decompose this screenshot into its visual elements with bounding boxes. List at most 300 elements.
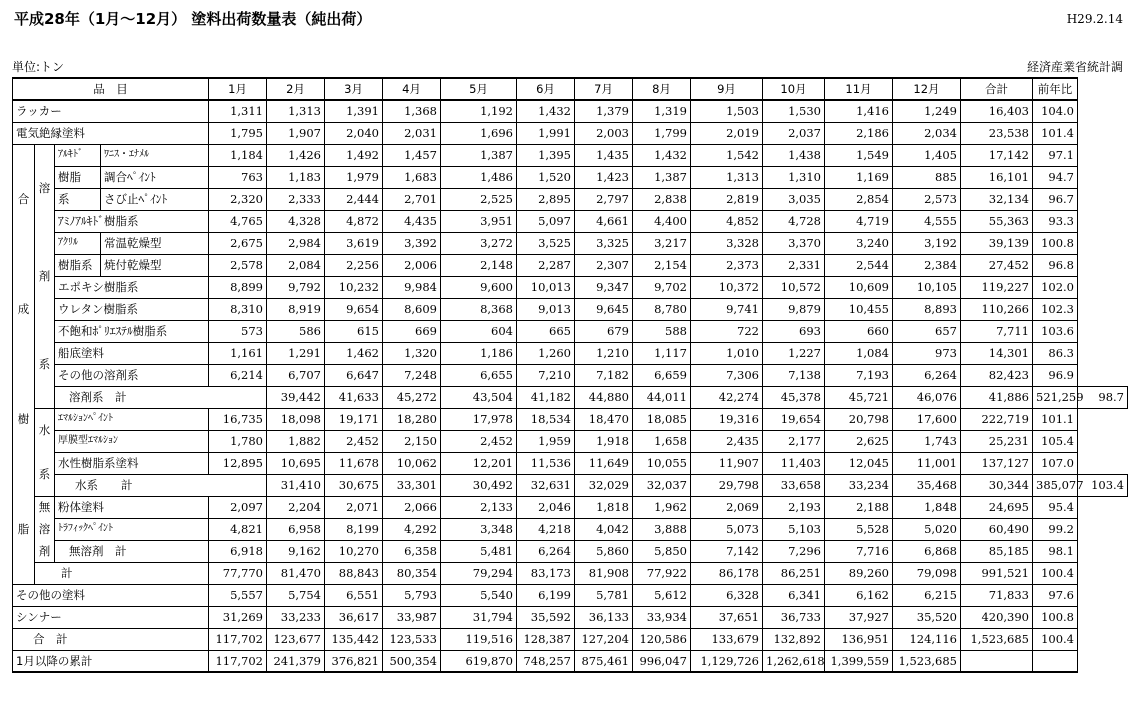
- month-value: 7,210: [517, 364, 575, 386]
- row-label: 樹脂系: [55, 254, 101, 276]
- month-value: 2,133: [441, 496, 517, 518]
- month-value: 2,287: [517, 254, 575, 276]
- month-value: 117,702: [209, 650, 267, 672]
- table-row: [13, 540, 1128, 562]
- month-value: 18,470: [575, 408, 633, 430]
- month-value: 722: [691, 320, 763, 342]
- month-value: 10,232: [325, 276, 383, 298]
- month-value: 6,655: [441, 364, 517, 386]
- month-value: 5,557: [209, 584, 267, 606]
- month-value: 5,850: [633, 540, 691, 562]
- month-value: 77,770: [209, 562, 267, 584]
- month-value: 17,600: [893, 408, 961, 430]
- table-row: [13, 496, 1128, 518]
- month-value: 8,199: [325, 518, 383, 540]
- yoy-value: 102.3: [1033, 298, 1078, 320]
- header-month: 10月: [763, 78, 825, 100]
- table-row: [13, 606, 1128, 628]
- month-value: 9,702: [633, 276, 691, 298]
- month-value: 763: [209, 166, 267, 188]
- yoy-value: 102.0: [1033, 276, 1078, 298]
- month-value: 3,035: [763, 188, 825, 210]
- month-value: 2,797: [575, 188, 633, 210]
- month-value: 669: [383, 320, 441, 342]
- month-value: 136,951: [825, 628, 893, 650]
- yoy-value: 99.2: [1033, 518, 1078, 540]
- total-value: 1,523,685: [961, 628, 1033, 650]
- month-value: 1,391: [325, 100, 383, 122]
- yoy-value: 100.4: [1033, 628, 1078, 650]
- month-value: 120,586: [633, 628, 691, 650]
- month-value: 6,214: [209, 364, 267, 386]
- month-value: 10,609: [825, 276, 893, 298]
- table-row: [13, 408, 1128, 430]
- month-value: 588: [633, 320, 691, 342]
- month-value: 3,272: [441, 232, 517, 254]
- month-value: 973: [893, 342, 961, 364]
- month-value: 33,658: [763, 474, 825, 496]
- month-value: 6,215: [893, 584, 961, 606]
- month-value: 3,192: [893, 232, 961, 254]
- month-value: 4,218: [517, 518, 575, 540]
- month-value: 39,442: [267, 386, 325, 408]
- month-value: 1,423: [575, 166, 633, 188]
- month-value: 9,600: [441, 276, 517, 298]
- month-value: 1,523,685: [893, 650, 961, 672]
- month-value: 5,528: [825, 518, 893, 540]
- month-value: 83,173: [517, 562, 575, 584]
- month-value: 17,978: [441, 408, 517, 430]
- month-value: 1,907: [267, 122, 325, 144]
- month-value: 6,918: [209, 540, 267, 562]
- month-value: 11,907: [691, 452, 763, 474]
- month-value: 9,645: [575, 298, 633, 320]
- month-value: 1,183: [267, 166, 325, 188]
- month-value: 5,860: [575, 540, 633, 562]
- month-value: 8,919: [267, 298, 325, 320]
- month-value: 7,138: [763, 364, 825, 386]
- row-label: 溶剤系 計: [55, 386, 267, 408]
- header-month: 9月: [691, 78, 763, 100]
- table-row: [13, 276, 1128, 298]
- month-value: 1,520: [517, 166, 575, 188]
- month-value: 18,534: [517, 408, 575, 430]
- month-value: 10,062: [383, 452, 441, 474]
- total-value: 521,259: [1033, 386, 1078, 408]
- month-value: 996,047: [633, 650, 691, 672]
- month-value: 1,210: [575, 342, 633, 364]
- month-value: 2,984: [267, 232, 325, 254]
- month-value: 1,780: [209, 430, 267, 452]
- header-month: 5月: [441, 78, 517, 100]
- month-value: 10,572: [763, 276, 825, 298]
- month-value: 45,272: [383, 386, 441, 408]
- month-value: 11,678: [325, 452, 383, 474]
- month-value: 1,486: [441, 166, 517, 188]
- month-value: 2,188: [825, 496, 893, 518]
- total-value: 119,227: [961, 276, 1033, 298]
- month-value: 18,085: [633, 408, 691, 430]
- month-value: 10,455: [825, 298, 893, 320]
- month-value: 6,341: [763, 584, 825, 606]
- total-value: 82,423: [961, 364, 1033, 386]
- month-value: 128,387: [517, 628, 575, 650]
- month-value: 2,066: [383, 496, 441, 518]
- month-value: 660: [825, 320, 893, 342]
- month-value: 6,551: [325, 584, 383, 606]
- month-value: 1,320: [383, 342, 441, 364]
- month-value: 18,098: [267, 408, 325, 430]
- header-month: 2月: [267, 78, 325, 100]
- month-value: 6,264: [893, 364, 961, 386]
- row-label: ﾜﾆｽ・ｴﾅﾒﾙ: [101, 144, 209, 166]
- month-value: 46,076: [893, 386, 961, 408]
- month-value: 2,177: [763, 430, 825, 452]
- yoy-value: 97.1: [1033, 144, 1078, 166]
- total-value: [961, 650, 1033, 672]
- month-value: 1,962: [633, 496, 691, 518]
- month-value: 1,696: [441, 122, 517, 144]
- month-value: 1,416: [825, 100, 893, 122]
- month-value: 3,217: [633, 232, 691, 254]
- month-value: 376,821: [325, 650, 383, 672]
- month-value: 1,186: [441, 342, 517, 364]
- yoy-value: 100.8: [1033, 606, 1078, 628]
- month-value: 615: [325, 320, 383, 342]
- month-value: 1,426: [267, 144, 325, 166]
- month-value: 2,154: [633, 254, 691, 276]
- month-value: 1,542: [691, 144, 763, 166]
- row-label: ｱﾙｷﾄﾞ: [55, 144, 101, 166]
- month-value: 7,716: [825, 540, 893, 562]
- month-value: 619,870: [441, 650, 517, 672]
- month-value: 1,405: [893, 144, 961, 166]
- row-label: 粉体塗料: [55, 496, 209, 518]
- month-value: 5,781: [575, 584, 633, 606]
- month-value: 10,013: [517, 276, 575, 298]
- total-value: 14,301: [961, 342, 1033, 364]
- table-row: [13, 254, 1128, 276]
- month-value: 11,649: [575, 452, 633, 474]
- total-value: 385,077: [1033, 474, 1078, 496]
- month-value: 9,654: [325, 298, 383, 320]
- month-value: 4,555: [893, 210, 961, 232]
- month-value: 2,373: [691, 254, 763, 276]
- month-value: 1,530: [763, 100, 825, 122]
- month-value: 2,019: [691, 122, 763, 144]
- month-value: 2,307: [575, 254, 633, 276]
- month-value: 1,161: [209, 342, 267, 364]
- month-value: 2,895: [517, 188, 575, 210]
- month-value: 30,344: [961, 474, 1033, 496]
- month-value: 44,011: [633, 386, 691, 408]
- month-value: 86,251: [763, 562, 825, 584]
- row-label: ｱﾐﾉｱﾙｷﾄﾞ樹脂系: [55, 210, 209, 232]
- total-value: 222,719: [961, 408, 1033, 430]
- month-value: 86,178: [691, 562, 763, 584]
- month-value: 9,347: [575, 276, 633, 298]
- month-value: 1,503: [691, 100, 763, 122]
- month-value: 19,171: [325, 408, 383, 430]
- month-value: 3,525: [517, 232, 575, 254]
- month-value: 123,677: [267, 628, 325, 650]
- total-value: 85,185: [961, 540, 1033, 562]
- month-value: 7,142: [691, 540, 763, 562]
- row-label: 水系 計: [55, 474, 267, 496]
- month-value: 4,292: [383, 518, 441, 540]
- month-value: 1,918: [575, 430, 633, 452]
- month-value: 1,387: [633, 166, 691, 188]
- row-label: ウレタン樹脂系: [55, 298, 209, 320]
- row-label: 船底塗料: [55, 342, 209, 364]
- table-row: [13, 386, 1128, 408]
- total-value: 32,134: [961, 188, 1033, 210]
- row-label: ｴﾏﾙｼｮﾝﾍﾟｲﾝﾄ: [55, 408, 209, 430]
- yoy-value: 104.0: [1033, 100, 1078, 122]
- total-value: 55,363: [961, 210, 1033, 232]
- issue-date: H29.2.14: [1066, 12, 1123, 26]
- month-value: 32,037: [633, 474, 691, 496]
- month-value: 1,795: [209, 122, 267, 144]
- month-value: 33,987: [383, 606, 441, 628]
- month-value: 124,116: [893, 628, 961, 650]
- month-value: 36,617: [325, 606, 383, 628]
- month-value: 37,927: [825, 606, 893, 628]
- month-value: 9,013: [517, 298, 575, 320]
- row-label: 系: [55, 188, 101, 210]
- month-value: 4,872: [325, 210, 383, 232]
- table-row: [13, 320, 1128, 342]
- month-value: 1,991: [517, 122, 575, 144]
- month-value: 5,754: [267, 584, 325, 606]
- month-value: 4,435: [383, 210, 441, 232]
- month-value: 241,379: [267, 650, 325, 672]
- month-value: 8,368: [441, 298, 517, 320]
- month-value: 2,097: [209, 496, 267, 518]
- total-value: 25,231: [961, 430, 1033, 452]
- yoy-value: 105.4: [1033, 430, 1078, 452]
- row-label: その他の溶剤系: [55, 364, 209, 386]
- header-month: 12月: [893, 78, 961, 100]
- yoy-value: 94.7: [1033, 166, 1078, 188]
- row-label: さび止ﾍﾟｲﾝﾄ: [101, 188, 209, 210]
- month-value: 43,504: [441, 386, 517, 408]
- month-value: 1,435: [575, 144, 633, 166]
- month-value: 2,071: [325, 496, 383, 518]
- month-value: 4,728: [763, 210, 825, 232]
- month-value: 5,481: [441, 540, 517, 562]
- month-value: 45,721: [825, 386, 893, 408]
- month-value: 604: [441, 320, 517, 342]
- month-value: 35,468: [893, 474, 961, 496]
- month-value: 5,540: [441, 584, 517, 606]
- month-value: 2,854: [825, 188, 893, 210]
- month-value: 6,358: [383, 540, 441, 562]
- month-value: 2,037: [763, 122, 825, 144]
- month-value: 30,492: [441, 474, 517, 496]
- month-value: 2,573: [893, 188, 961, 210]
- month-value: 1,743: [893, 430, 961, 452]
- group-suikei: 水 系: [35, 408, 55, 496]
- month-value: 79,294: [441, 562, 517, 584]
- month-value: 1,395: [517, 144, 575, 166]
- month-value: 3,240: [825, 232, 893, 254]
- month-value: 41,182: [517, 386, 575, 408]
- month-value: 77,922: [633, 562, 691, 584]
- month-value: 2,333: [267, 188, 325, 210]
- row-label: エポキシ樹脂系: [55, 276, 209, 298]
- month-value: 11,536: [517, 452, 575, 474]
- total-value: 27,452: [961, 254, 1033, 276]
- yoy-value: 107.0: [1033, 452, 1078, 474]
- month-value: 9,792: [267, 276, 325, 298]
- table-header: [13, 78, 1128, 100]
- row-label: 計: [35, 562, 209, 584]
- total-value: 71,833: [961, 584, 1033, 606]
- month-value: 1,387: [441, 144, 517, 166]
- month-value: 1,313: [691, 166, 763, 188]
- month-value: 1,549: [825, 144, 893, 166]
- month-value: 10,105: [893, 276, 961, 298]
- month-value: 6,162: [825, 584, 893, 606]
- month-value: 2,331: [763, 254, 825, 276]
- month-value: 119,516: [441, 628, 517, 650]
- table-row: [13, 210, 1128, 232]
- month-value: 693: [763, 320, 825, 342]
- month-value: 1,882: [267, 430, 325, 452]
- month-value: 1,117: [633, 342, 691, 364]
- month-value: 9,984: [383, 276, 441, 298]
- total-value: 137,127: [961, 452, 1033, 474]
- month-value: 1,184: [209, 144, 267, 166]
- month-value: 1,399,559: [825, 650, 893, 672]
- month-value: 4,328: [267, 210, 325, 232]
- month-value: 2,544: [825, 254, 893, 276]
- month-value: 1,379: [575, 100, 633, 122]
- total-value: 24,695: [961, 496, 1033, 518]
- month-value: 6,868: [893, 540, 961, 562]
- month-value: 665: [517, 320, 575, 342]
- month-value: 117,702: [209, 628, 267, 650]
- month-value: 32,029: [575, 474, 633, 496]
- month-value: 2,256: [325, 254, 383, 276]
- month-value: 2,040: [325, 122, 383, 144]
- month-value: 4,400: [633, 210, 691, 232]
- month-value: 6,199: [517, 584, 575, 606]
- header-month: 4月: [383, 78, 441, 100]
- month-value: 79,098: [893, 562, 961, 584]
- month-value: 5,612: [633, 584, 691, 606]
- group-gosei: 合 成 樹 脂: [13, 144, 35, 584]
- month-value: 573: [209, 320, 267, 342]
- row-label: 樹脂: [55, 166, 101, 188]
- month-value: 81,470: [267, 562, 325, 584]
- total-value: 23,538: [961, 122, 1033, 144]
- header-yoy: 前年比: [1033, 78, 1078, 100]
- row-label: 調合ﾍﾟｲﾝﾄ: [101, 166, 209, 188]
- month-value: 33,234: [825, 474, 893, 496]
- month-value: 12,201: [441, 452, 517, 474]
- row-label: 常温乾燥型: [101, 232, 209, 254]
- yoy-value: [1033, 650, 1078, 672]
- month-value: 9,162: [267, 540, 325, 562]
- total-value: 7,711: [961, 320, 1033, 342]
- month-value: 1,959: [517, 430, 575, 452]
- row-label: ﾄﾗﾌｨｯｸﾍﾟｲﾝﾄ: [55, 518, 209, 540]
- month-value: 1,683: [383, 166, 441, 188]
- month-value: 10,372: [691, 276, 763, 298]
- table-row: [13, 232, 1128, 254]
- table-row: [13, 144, 1128, 166]
- month-value: 2,675: [209, 232, 267, 254]
- month-value: 1,313: [267, 100, 325, 122]
- month-value: 8,893: [893, 298, 961, 320]
- month-value: 2,193: [763, 496, 825, 518]
- month-value: 35,592: [517, 606, 575, 628]
- month-value: 41,886: [961, 386, 1033, 408]
- month-value: 3,325: [575, 232, 633, 254]
- row-label: 厚膜型ｴﾏﾙｼｮﾝ: [55, 430, 209, 452]
- month-value: 33,233: [267, 606, 325, 628]
- month-value: 2,819: [691, 188, 763, 210]
- row-label: 合 計: [13, 628, 209, 650]
- yoy-value: 100.8: [1033, 232, 1078, 254]
- month-value: 12,045: [825, 452, 893, 474]
- month-value: 4,852: [691, 210, 763, 232]
- month-value: 2,838: [633, 188, 691, 210]
- month-value: 2,452: [441, 430, 517, 452]
- month-value: 2,320: [209, 188, 267, 210]
- total-value: 16,101: [961, 166, 1033, 188]
- month-value: 20,798: [825, 408, 893, 430]
- yoy-value: 101.4: [1033, 122, 1078, 144]
- table-row: [13, 628, 1128, 650]
- month-value: 2,625: [825, 430, 893, 452]
- month-value: 3,619: [325, 232, 383, 254]
- month-value: 10,270: [325, 540, 383, 562]
- month-value: 1,249: [893, 100, 961, 122]
- month-value: 35,520: [893, 606, 961, 628]
- month-value: 2,452: [325, 430, 383, 452]
- month-value: 2,204: [267, 496, 325, 518]
- month-value: 1,169: [825, 166, 893, 188]
- month-value: 44,880: [575, 386, 633, 408]
- month-value: 9,741: [691, 298, 763, 320]
- month-value: 1,291: [267, 342, 325, 364]
- month-value: 2,006: [383, 254, 441, 276]
- month-value: 748,257: [517, 650, 575, 672]
- month-value: 2,384: [893, 254, 961, 276]
- month-value: 127,204: [575, 628, 633, 650]
- month-value: 1,462: [325, 342, 383, 364]
- month-value: 2,003: [575, 122, 633, 144]
- month-value: 6,707: [267, 364, 325, 386]
- shipment-table: [12, 77, 1128, 673]
- month-value: 885: [893, 166, 961, 188]
- month-value: 4,821: [209, 518, 267, 540]
- month-value: 1,457: [383, 144, 441, 166]
- table-row: [13, 100, 1128, 122]
- header-total: 合計: [961, 78, 1033, 100]
- month-value: 36,133: [575, 606, 633, 628]
- month-value: 1,319: [633, 100, 691, 122]
- month-value: 89,260: [825, 562, 893, 584]
- month-value: 8,780: [633, 298, 691, 320]
- month-value: 2,148: [441, 254, 517, 276]
- month-value: 2,034: [893, 122, 961, 144]
- month-value: 1,227: [763, 342, 825, 364]
- month-value: 2,186: [825, 122, 893, 144]
